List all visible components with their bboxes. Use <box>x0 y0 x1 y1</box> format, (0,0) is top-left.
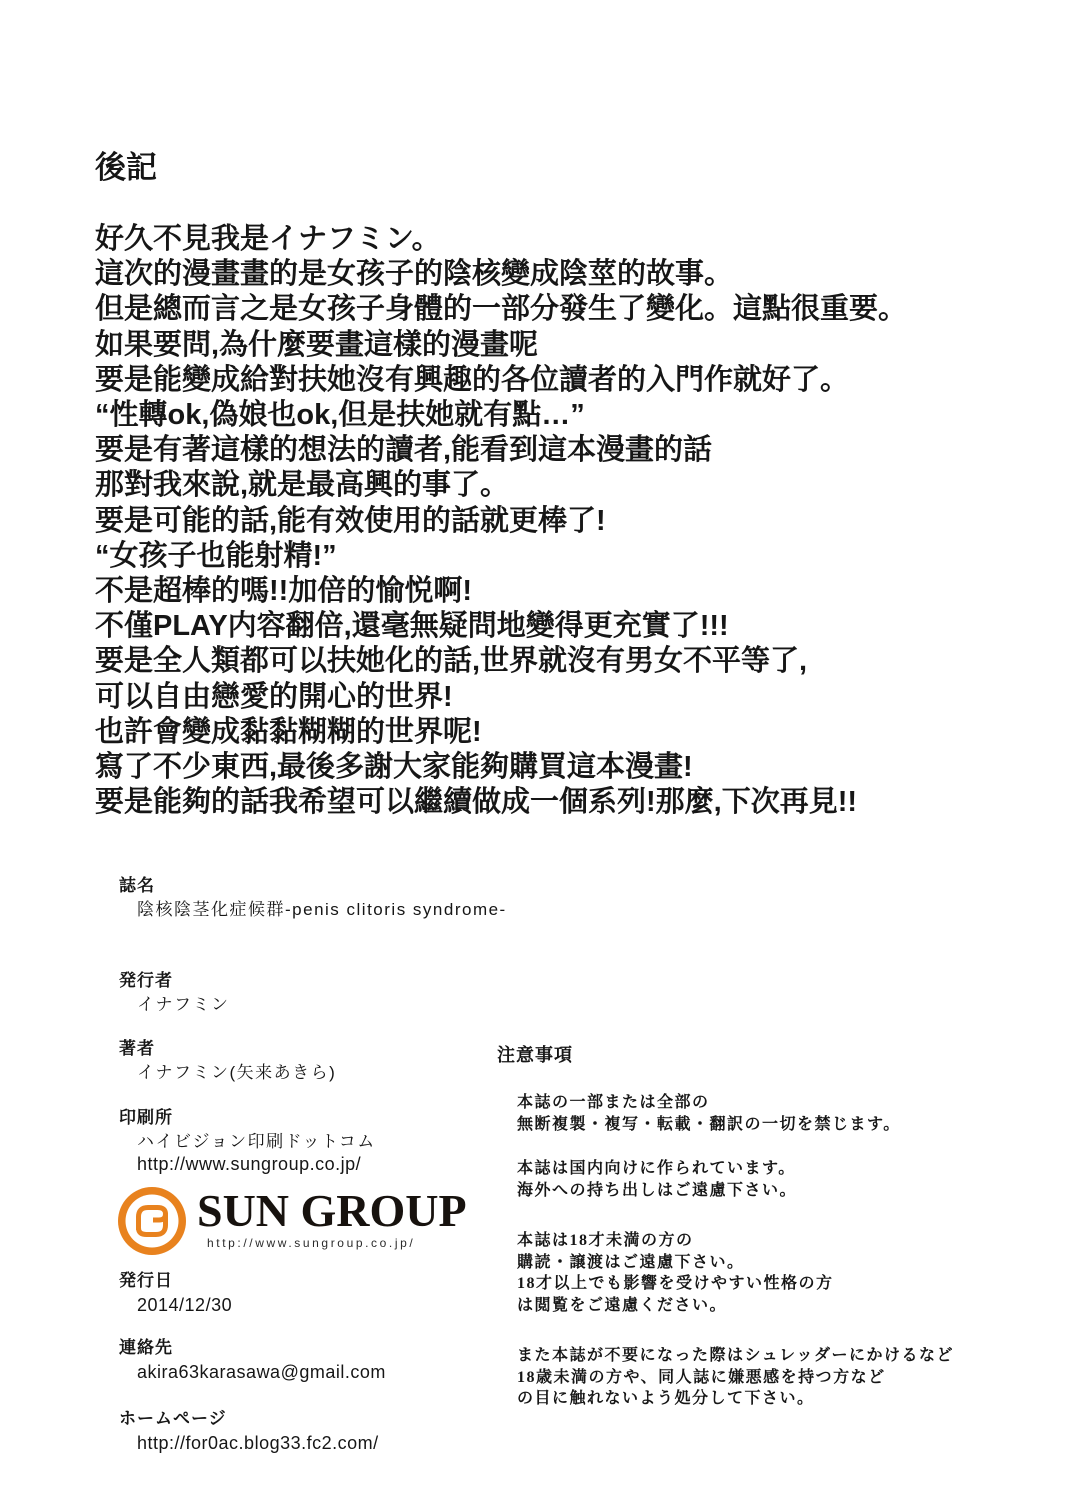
notice-paragraph-disposal <box>497 1345 1037 1410</box>
afterword-line: 如果要問,為什麼要畫這樣的漫畫呢 <box>95 328 539 361</box>
colophon-entry-publish-date <box>119 1270 232 1316</box>
colophon-entry-homepage <box>119 1408 379 1454</box>
notice-line: の目に触れないよう処分して下さい。 <box>517 1390 815 1407</box>
contact-email: akira63karasawa@gmail.com <box>137 1362 386 1382</box>
afterword-line: 要是有著這樣的想法的讀者,能看到這本漫畫的話 <box>95 434 713 467</box>
sun-group-logo-url: http://www.sungroup.co.jp/ <box>207 1236 416 1250</box>
homepage-url: http://for0ac.blog33.fc2.com/ <box>137 1433 379 1453</box>
notice-line: 18歳未満の方や、同人誌に嫌悪感を持つ方など <box>517 1368 886 1386</box>
sun-group-logo-text: SUN GROUP <box>197 1185 467 1236</box>
colophon-entry-publisher <box>119 970 230 1016</box>
colophon-entry-printer <box>119 1107 376 1175</box>
sun-group-logo <box>117 1186 477 1258</box>
notice-line: 海外への持ち出しはご遠慮下さい。 <box>517 1181 798 1199</box>
colophon-entry-title <box>119 875 507 921</box>
afterword-line: 不是超棒的嗎!!加倍的愉悦啊! <box>95 575 472 608</box>
afterword-line: 也許會變成黏黏糊糊的世界呢! <box>95 715 482 748</box>
author-name: イナフミン(矢来あきら) <box>137 1063 337 1082</box>
notice-line: 無断複製・複写・転載・翻訳の一切を禁じます。 <box>517 1115 901 1133</box>
afterword-line: 但是總而言之是女孩子身體的一部分發生了變化。這點很重要。 <box>95 293 908 326</box>
book-title: 陰核陰茎化症候群-penis clitoris syndrome- <box>137 900 507 919</box>
colophon-label: 発行日 <box>119 1271 173 1290</box>
colophon-label: 連絡先 <box>119 1338 173 1357</box>
colophon-label: 著者 <box>119 1039 155 1058</box>
colophon-label: 発行者 <box>119 971 173 990</box>
printer-url: http://www.sungroup.co.jp/ <box>137 1154 362 1174</box>
afterword-line: 不僅PLAY内容翻倍,還毫無疑問地變得更充實了!!! <box>95 610 729 643</box>
colophon-label: 印刷所 <box>119 1108 173 1127</box>
afterword-line: 這次的漫畫畫的是女孩子的陰核變成陰莖的故事。 <box>95 258 734 291</box>
notice-line: 本誌は18才未満の方の <box>517 1232 694 1249</box>
afterword-line: 那對我來說,就是最高興的事了。 <box>95 469 510 502</box>
notice-heading: 注意事項 <box>497 1045 573 1065</box>
afterword-line: 寫了不少東西,最後多謝大家能夠購買這本漫畫! <box>95 751 693 784</box>
notice-line: 本誌の一部または全部の <box>517 1094 710 1111</box>
notice-section <box>497 1045 1037 1410</box>
publisher-name: イナフミン <box>137 995 230 1014</box>
publish-date: 2014/12/30 <box>137 1295 233 1315</box>
afterword-text-block <box>95 222 995 820</box>
notice-line: 本誌は国内向けに作られています。 <box>517 1160 796 1177</box>
colophon-entry-contact <box>119 1337 386 1383</box>
afterword-line: 要是全人類都可以扶她化的話,世界就沒有男女不平等了, <box>95 645 808 678</box>
colophon-label: ホームページ <box>119 1409 227 1428</box>
afterword-line: “性轉ok,偽娘也ok,但是扶她就有點…” <box>95 399 585 432</box>
colophon-entry-author <box>119 1038 336 1084</box>
notice-line: は閲覧をご遠慮ください。 <box>517 1296 728 1314</box>
afterword-line: 要是能變成給對扶她沒有興趣的各位讀者的入門作就好了。 <box>95 363 850 396</box>
afterword-line: 要是能夠的話我希望可以繼續做成一個系列!那麼,下次再見!! <box>95 786 858 819</box>
afterword-line: 要是可能的話,能有效使用的話就更棒了! <box>95 504 606 537</box>
colophon-label: 誌名 <box>119 876 155 895</box>
sun-group-logo-icon <box>117 1186 187 1256</box>
page-title: 後記 <box>95 150 157 185</box>
afterword-line: 可以自由戀愛的開心的世界! <box>95 680 453 713</box>
notice-line: また本誌が不要になった際はシュレッダーにかけるなど <box>517 1347 955 1364</box>
printer-name: ハイビジョン印刷ドットコム <box>137 1132 376 1151</box>
afterword-line: 好久不見我是イナフミン。 <box>95 223 441 255</box>
notice-paragraph-copyright <box>497 1092 1037 1135</box>
notice-line: 購読・譲渡はご遠慮下さい。 <box>517 1253 745 1271</box>
notice-paragraph-age <box>497 1230 1037 1316</box>
notice-paragraph-domestic <box>497 1158 1037 1201</box>
afterword-line: “女孩子也能射精!” <box>95 539 337 572</box>
notice-line: 18才以上でも影響を受けやすい性格の方 <box>517 1275 834 1292</box>
